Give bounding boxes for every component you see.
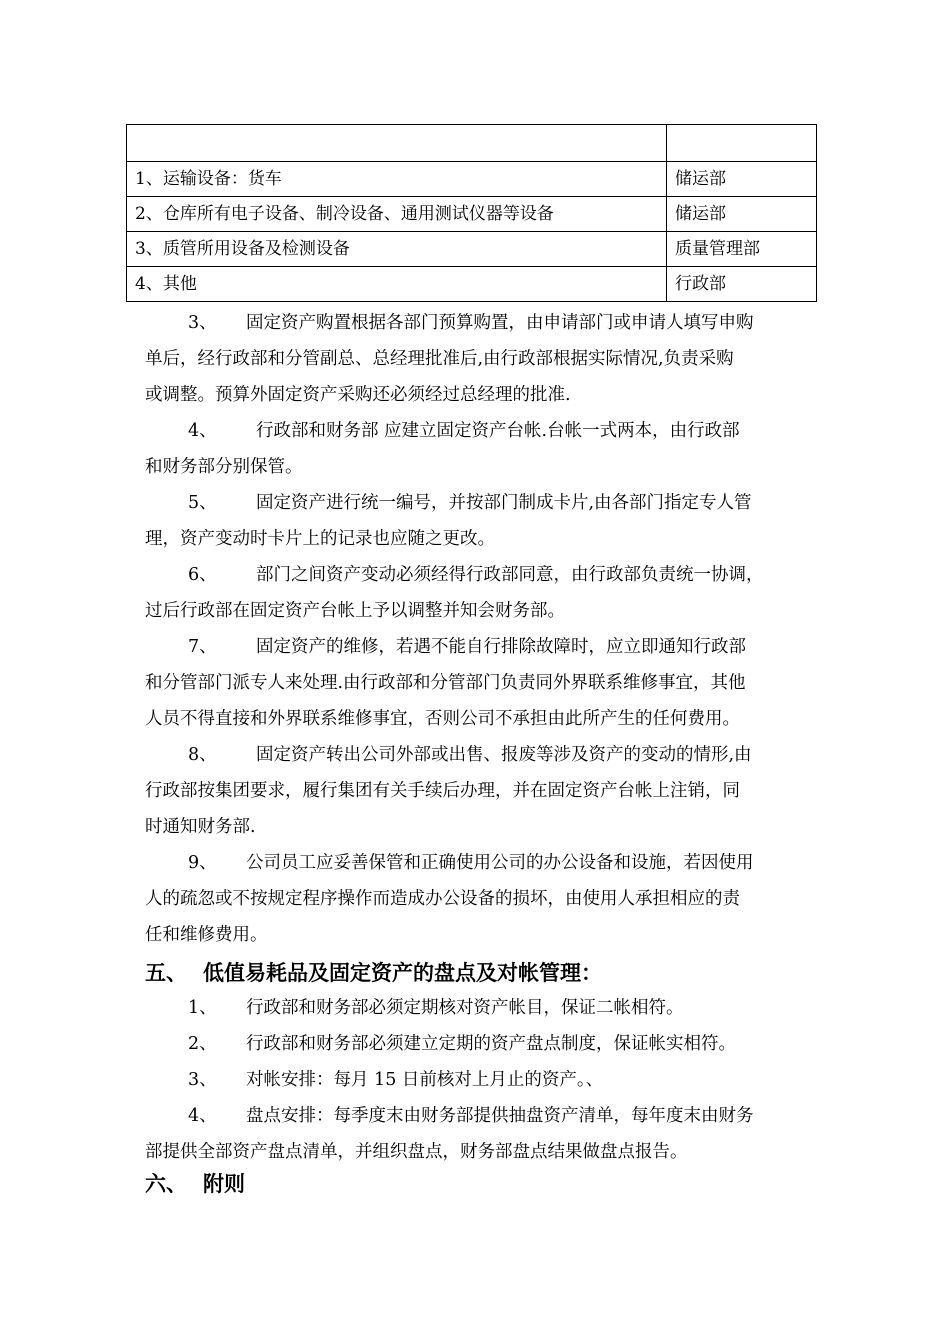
table-row — [127, 267, 817, 302]
clause-9 — [145, 845, 815, 953]
table-cell-item: 2、仓库所有电子设备、制冷设备、通用测试仪器等设备 — [127, 197, 667, 232]
clause-line: 行政部按集团要求，履行集团有关手续后办理，并在固定资产台帐上注销，同 — [145, 781, 740, 801]
item-number: 1、 — [188, 998, 217, 1018]
clause-3 — [145, 305, 815, 413]
section-title: 附则 — [203, 1171, 245, 1196]
item-number: 3、 — [188, 1070, 217, 1090]
clause-line: 人的疏忽或不按规定程序操作而造成办公设备的损坏，由使用人承担相应的责 — [145, 889, 740, 909]
clause-line: 行政部和财务部 应建立固定资产台帐.台帐一式两本，由行政部 — [256, 421, 740, 441]
table-header-row — [127, 125, 817, 162]
clause-line: 和分管部门派专人来处理.由行政部和分管部门负责同外界联系维修事宜，其他 — [145, 673, 746, 693]
section-5-item-3 — [145, 1062, 815, 1098]
section-5-item-4 — [145, 1098, 815, 1170]
clause-line: 固定资产转出公司外部或出售、报废等涉及资产的变动的情形,由 — [256, 745, 752, 765]
clause-number: 4、 — [188, 421, 217, 441]
clause-line: 固定资产的维修，若遇不能自行排除故障时，应立即通知行政部 — [256, 637, 746, 657]
clause-line: 单后，经行政部和分管副总、总经理批准后,由行政部根据实际情况,负责采购 — [145, 349, 734, 369]
table-cell-item: 4、其他 — [127, 267, 667, 302]
item-line: 对帐安排：每月 15 日前核对上月止的资产。、 — [246, 1070, 604, 1090]
section-title: 低值易耗品及固定资产的盘点及对帐管理： — [203, 960, 602, 985]
table-cell-item: 1、运输设备：货车 — [127, 162, 667, 197]
clause-number: 8、 — [188, 745, 217, 765]
section-5-item-1 — [145, 990, 815, 1026]
clause-line: 部门之间资产变动必须经得行政部同意，由行政部负责统一协调， — [256, 565, 764, 585]
clause-8 — [145, 737, 815, 845]
section-5-heading — [145, 958, 602, 988]
table-cell-dept: 质量管理部 — [667, 232, 817, 267]
clause-line: 过后行政部在固定资产台帐上予以调整并知会财务部。 — [145, 601, 565, 621]
clause-line: 理，资产变动时卡片上的记录也应随之更改。 — [145, 529, 495, 549]
item-line: 部提供全部资产盘点清单，并组织盘点，财务部盘点结果做盘点报告。 — [145, 1142, 688, 1162]
clause-line: 或调整。预算外固定资产采购还必须经过总经理的批准. — [145, 385, 571, 405]
asset-responsibility-table — [126, 124, 817, 302]
table-cell-item: 3、质管所用设备及检测设备 — [127, 232, 667, 267]
item-line: 盘点安排：每季度末由财务部提供抽盘资产清单，每年度末由财务 — [246, 1106, 754, 1126]
section-number: 五、 — [145, 960, 187, 985]
table-cell-dept: 储运部 — [667, 162, 817, 197]
clause-6 — [145, 557, 815, 629]
table-cell-dept: 行政部 — [667, 267, 817, 302]
clause-line: 和财务部分别保管。 — [145, 457, 303, 477]
clause-number: 6、 — [188, 565, 217, 585]
clause-5 — [145, 485, 815, 557]
item-line: 行政部和财务部必须定期核对资产帐目，保证二帐相符。 — [246, 998, 684, 1018]
table-header-item — [127, 125, 667, 162]
clause-number: 5、 — [188, 493, 217, 513]
item-number: 2、 — [188, 1034, 217, 1054]
table-cell-dept: 储运部 — [667, 197, 817, 232]
section-number: 六、 — [145, 1171, 187, 1196]
section-5-item-2 — [145, 1026, 815, 1062]
clause-line: 固定资产进行统一编号，并按部门制成卡片,由各部门指定专人管 — [256, 493, 752, 513]
clause-number: 7、 — [188, 637, 217, 657]
table-header-dept — [667, 125, 817, 162]
clause-line: 任和维修费用。 — [145, 925, 268, 945]
clause-line: 公司员工应妥善保管和正确使用公司的办公设备和设施，若因使用 — [246, 853, 754, 873]
table-row — [127, 197, 817, 232]
table-row — [127, 162, 817, 197]
clause-line: 时通知财务部. — [145, 817, 256, 837]
item-line: 行政部和财务部必须建立定期的资产盘点制度，保证帐实相符。 — [246, 1034, 736, 1054]
clause-number: 9、 — [188, 853, 217, 873]
item-number: 4、 — [188, 1106, 217, 1126]
clause-number: 3、 — [188, 313, 217, 333]
clause-7 — [145, 629, 815, 737]
clause-line: 固定资产购置根据各部门预算购置，由申请部门或申请人填写申购 — [246, 313, 754, 333]
clause-4 — [145, 413, 815, 485]
clause-line: 人员不得直接和外界联系维修事宜，否则公司不承担由此所产生的任何费用。 — [145, 709, 740, 729]
section-6-heading — [145, 1169, 245, 1199]
table-row — [127, 232, 817, 267]
